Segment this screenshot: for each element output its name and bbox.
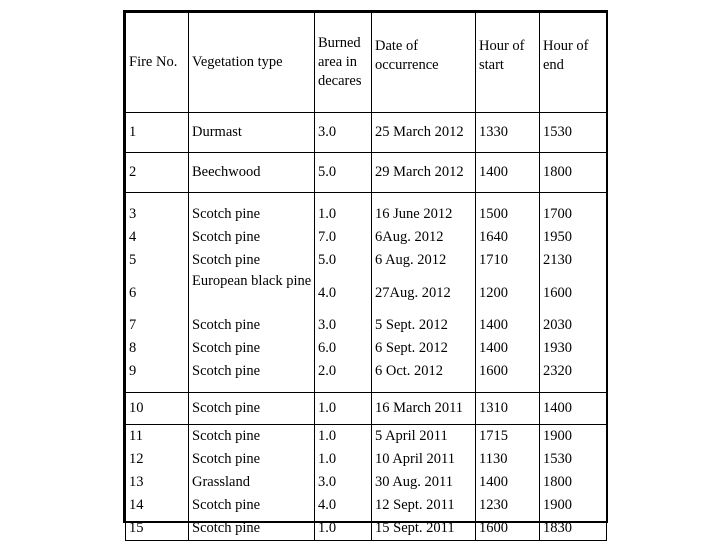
cell-fire-no [126, 393, 189, 425]
cell-fire-no-value: 10 [129, 400, 144, 417]
cell-hour-end-value: 1530 [543, 451, 572, 467]
cell-date-value: 5 April 2011 [375, 428, 448, 444]
cell-hour-start-value: 1310 [479, 400, 508, 417]
cell-burned-area-value: 1.0 [318, 451, 337, 467]
table-row [126, 393, 607, 425]
cell-date-value: 12 Sept. 2011 [375, 497, 455, 513]
cell-vegetation-type [189, 425, 315, 541]
cell-burned-area-value: 7.0 [318, 228, 337, 245]
cell-fire-no-value: 5 [129, 251, 137, 268]
cell-hour-start-value: 1400 [479, 339, 508, 356]
cell-vegetation-type-value: Scotch pine [192, 520, 261, 536]
cell-hour-start-value: 1500 [479, 205, 508, 222]
cell-hour-start-value: 1330 [479, 124, 508, 141]
cell-hour-end [540, 193, 607, 393]
cell-hour-end-value: 1950 [543, 228, 572, 245]
cell-date-value: 25 March 2012 [375, 124, 464, 141]
cell-burned-area-value: 4.0 [318, 497, 337, 513]
cell-date-value: 27Aug. 2012 [375, 284, 451, 301]
cell-hour-end-value: 1700 [543, 205, 572, 222]
cell-hour-end-value: 1900 [543, 497, 572, 513]
cell-vegetation-type-value: Scotch pine [192, 362, 261, 379]
cell-hour-end [540, 153, 607, 193]
header-burned-area [315, 13, 372, 113]
cell-date-value: 16 March 2011 [375, 400, 464, 417]
cell-vegetation-type-value: Scotch pine [192, 497, 261, 513]
cell-fire-no-value: 15 [129, 520, 144, 536]
cell-date [372, 113, 476, 153]
cell-date [372, 193, 476, 393]
cell-hour-start-value: 1600 [479, 362, 508, 379]
cell-fire-no [126, 425, 189, 541]
fire-data-table-frame [123, 10, 608, 536]
cell-burned-area [315, 393, 372, 425]
cell-hour-start-value: 1600 [479, 520, 508, 536]
cell-date [372, 425, 476, 541]
cell-fire-no-value: 13 [129, 474, 144, 490]
table-body [126, 13, 607, 541]
cell-fire-no-value: 11 [129, 428, 143, 444]
cell-fire-no-value: 6 [129, 284, 137, 301]
cell-vegetation-type [189, 393, 315, 425]
cell-fire-no-value: 14 [129, 497, 144, 513]
cell-vegetation-type-value: Scotch pine [192, 428, 261, 444]
cell-hour-start-value: 1715 [479, 428, 508, 444]
header-vegetation-type [189, 13, 315, 113]
cell-burned-area [315, 425, 372, 541]
cell-hour-start [476, 425, 540, 541]
header-hour-start-text: Hour of start [479, 37, 525, 73]
cell-hour-end [540, 113, 607, 153]
cell-vegetation-type-value: Scotch pine [192, 451, 261, 467]
cell-hour-end [540, 393, 607, 425]
cell-hour-end-value: 2130 [543, 251, 572, 268]
header-date [372, 13, 476, 113]
table-row [126, 193, 607, 393]
cell-hour-start-value: 1640 [479, 228, 508, 245]
cell-hour-end-value: 1530 [543, 124, 572, 141]
cell-hour-end-value: 1900 [543, 428, 572, 444]
cell-hour-start-value: 1130 [479, 451, 508, 467]
header-date-text: Date of occurrence [375, 37, 439, 73]
cell-date-value: 6 Oct. 2012 [375, 362, 444, 379]
cell-vegetation-type [189, 193, 315, 393]
cell-vegetation-type [189, 153, 315, 193]
cell-fire-no-value: 2 [129, 164, 137, 181]
cell-fire-no [126, 113, 189, 153]
cell-hour-start-value: 1230 [479, 497, 508, 513]
cell-burned-area-value: 4.0 [318, 284, 337, 301]
cell-date-value: 10 April 2011 [375, 451, 456, 467]
cell-fire-no-value: 3 [129, 205, 137, 222]
cell-hour-start-value: 1400 [479, 164, 508, 181]
cell-burned-area-value: 5.0 [318, 251, 337, 268]
header-hour-end-text: Hour of end [543, 37, 589, 73]
cell-burned-area [315, 113, 372, 153]
cell-date-value: 16 June 2012 [375, 205, 453, 222]
cell-fire-no-value: 9 [129, 362, 137, 379]
cell-vegetation-type-value: Grassland [192, 474, 250, 490]
cell-burned-area-value: 1.0 [318, 205, 337, 222]
cell-date-value: 5 Sept. 2012 [375, 316, 448, 333]
cell-burned-area-value: 3.0 [318, 316, 337, 333]
header-row [126, 13, 607, 113]
cell-hour-start-value: 1400 [479, 316, 508, 333]
cell-fire-no-value: 8 [129, 339, 137, 356]
cell-burned-area-value: 5.0 [318, 164, 337, 181]
cell-burned-area-value: 3.0 [318, 474, 337, 490]
cell-vegetation-type-value: Durmast [192, 124, 242, 141]
cell-fire-no [126, 193, 189, 393]
cell-hour-start-value: 1400 [479, 474, 508, 490]
cell-date-value: 6Aug. 2012 [375, 228, 444, 245]
cell-burned-area-value: 1.0 [318, 428, 337, 444]
cell-vegetation-type-value: Scotch pine [192, 339, 261, 356]
cell-hour-end-value: 1800 [543, 474, 572, 490]
cell-burned-area-value: 1.0 [318, 520, 337, 536]
cell-hour-start [476, 153, 540, 193]
cell-vegetation-type-value: Scotch pine [192, 228, 261, 245]
cell-hour-end-value: 1600 [543, 284, 572, 301]
cell-fire-no-value: 12 [129, 451, 144, 467]
cell-hour-end-value: 1400 [543, 400, 572, 417]
table-row [126, 113, 607, 153]
header-fire-no-text: Fire No. [129, 54, 178, 71]
cell-burned-area [315, 193, 372, 393]
header-burned-area-text: Burned area in decares [318, 35, 362, 89]
header-vegetation-type-text: Vegetation type [192, 54, 283, 71]
cell-hour-end-value: 1800 [543, 164, 572, 181]
table-row [126, 425, 607, 541]
cell-burned-area-value: 3.0 [318, 124, 337, 141]
cell-burned-area-value: 6.0 [318, 339, 337, 356]
cell-date-value: 15 Sept. 2011 [375, 520, 455, 536]
cell-vegetation-type-value: Beechwood [192, 164, 261, 181]
cell-vegetation-type [189, 113, 315, 153]
cell-date-value: 6 Aug. 2012 [375, 251, 447, 268]
cell-date-value: 6 Sept. 2012 [375, 339, 448, 356]
cell-burned-area-value: 2.0 [318, 362, 337, 379]
cell-fire-no-value: 7 [129, 316, 137, 333]
cell-vegetation-type-value: Scotch pine [192, 316, 261, 333]
cell-hour-start-value: 1710 [479, 251, 508, 268]
cell-date [372, 393, 476, 425]
cell-vegetation-type-value: Scotch pine [192, 205, 261, 222]
header-hour-start [476, 13, 540, 113]
cell-date-value: 30 Aug. 2011 [375, 474, 454, 490]
header-hour-end [540, 13, 607, 113]
cell-hour-start [476, 113, 540, 153]
cell-burned-area-value: 1.0 [318, 400, 337, 417]
cell-hour-start [476, 193, 540, 393]
cell-hour-start-value: 1200 [479, 284, 508, 301]
cell-hour-end-value: 1930 [543, 339, 572, 356]
cell-vegetation-type-value: Scotch pine [192, 400, 261, 417]
header-fire-no [126, 13, 189, 113]
cell-vegetation-type-value: European black pine [192, 272, 312, 289]
cell-fire-no-value: 4 [129, 228, 137, 245]
cell-hour-end [540, 425, 607, 541]
fire-data-table [125, 12, 607, 541]
cell-date-value: 29 March 2012 [375, 164, 464, 181]
cell-hour-end-value: 2320 [543, 362, 572, 379]
cell-date [372, 153, 476, 193]
cell-hour-start [476, 393, 540, 425]
cell-fire-no-value: 1 [129, 124, 137, 141]
cell-vegetation-type-value: Scotch pine [192, 251, 261, 268]
cell-hour-end-value: 2030 [543, 316, 572, 333]
cell-hour-end-value: 1830 [543, 520, 572, 536]
cell-burned-area [315, 153, 372, 193]
table-row [126, 153, 607, 193]
cell-fire-no [126, 153, 189, 193]
